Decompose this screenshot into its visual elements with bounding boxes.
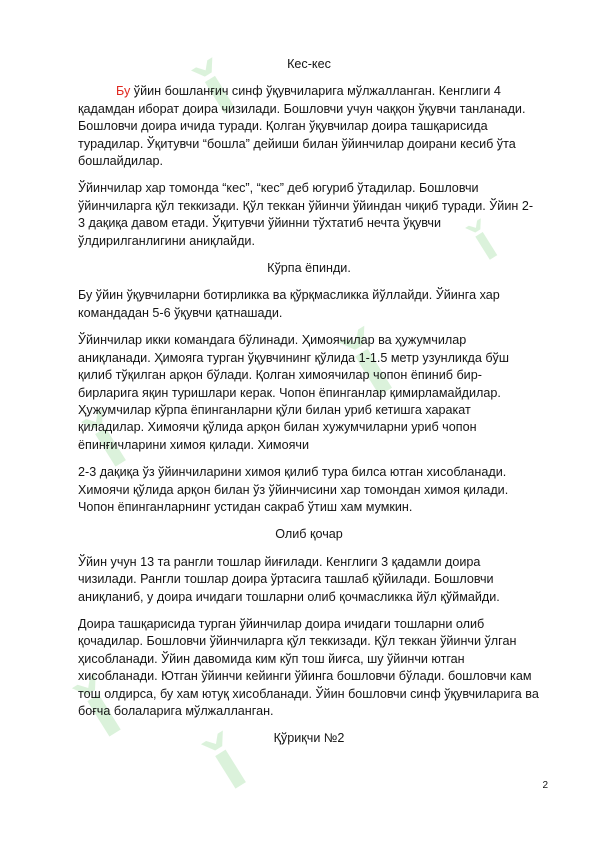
paragraph: Бу ўйин ўқувчиларни ботирликка ва қўрқмасликка йўллайди. Ўйинга хар командадан 5-6 ўқувчи қатнашади. (78, 288, 500, 320)
paragraph: Доира ташқарисида турган ўйинчилар доира ичидаги тошларни олиб қочадилар. Бошловчи ўйинчиларга қўл теккизади. Қўл теккан ўйинчи ўлган ҳисобланади. Ўйин давомида ким кўп тош йиғса, шу ўйинчи ютган хисобланади. Ютган ўйинчи кейинги ўйинга бошловчи бўлади. бошловчи кам тош олдирса, бу хам ютуқ хисобланади. Ўйин бошловчи синф ўқувчиларига ва боғча болаларига мўлжалланган. (78, 616, 539, 718)
watermark-logo: ǐ (186, 51, 249, 132)
document-body (78, 56, 540, 758)
watermark-logo: ǐ (196, 723, 260, 807)
paragraph: Ўйинчилар икки командага бўлинади. Ҳимоячилар ва ҳужумчилар аниқланади. Ҳимояга турган ўқувчининг қўлида 1-1.5 метр узунликда бўш қилиб тўқилган арқон бўлади. Қолган химоячилар чопон ёпиниб бир-бирларига яқин туришлари керак. Чопон ёпинганлар қимирламайдилар. Ҳужумчилар кўрпа ёпинганларни қўли билан уриб кетишга харакат қиладилар. Химоячи қўлида арқон билан хужумчиларни уриб чопон ёпинғичларини химоя қилади. Химоячи (78, 333, 509, 452)
watermark-logo: ǐ (76, 401, 140, 485)
watermark-logo: ǐ (66, 665, 136, 756)
paragraph: 2-3 дақиқа ўз ўйинчиларини химоя қилиб тура билса ютган хисобланади. Химоячи қўлида арқон билан ўз ўйинчисини хар томондан химоя қилади. Чопон ёпинганларнинг устидан сакраб ўтиш хам мумкин. (78, 465, 509, 514)
paragraph: Ўйин учун 13 та рангли тошлар йиғилади. Кенглиги 3 қадамли доира чизилади. Рангли тошлар доира ўртасига ташлаб қўйилади. Бошловчи аниқланиб, у доира ичидаги тошларни олиб қочмасликка йўл қўймайди. (78, 554, 500, 604)
page-number: 2 (542, 780, 548, 791)
section-heading-olib-qochar: Олиб қочар (275, 527, 343, 542)
section-heading-kes-kes: Кес-кес (287, 57, 331, 71)
highlighted-word: Бу (116, 84, 131, 99)
watermark-logo: ǐ (332, 317, 409, 417)
watermark-logo: ǐ (461, 213, 508, 273)
paragraph-text: ўйин бошланғич синф ўқувчиларига мўлжалланган. Кенглиги 4 қадамдан иборат доира чизилади. Бошловчи учун чаққон ўқувчи танланади. Бошловчи доира ичида туради. Қолган ўқувчилар доира ташқарисида турадилар. Ўқитувчи “бошла” дейиши билан ўйинчилар доирани кесиб ўта бошлайдилар. (78, 84, 526, 169)
section-heading-korpa-yopindi: Кўрпа ёпинди. (267, 261, 351, 276)
paragraph (78, 83, 540, 170)
paragraph: Ўйинчилар хар томонда “кес”, “кес” деб югуриб ўтадилар. Бошловчи ўйинчиларга қўл теккизади. Қўл теккан ўйинчи ўйиндан чиқиб туради. Ўйин 2-3 дақиқа давом етади. Ўқитувчи ўйинни тўхтатиб нечта ўқувчи ўлдирилганлигини аниқлайди. (78, 181, 534, 248)
section-heading-qoriqchi: Қўриқчи №2 (273, 731, 345, 746)
